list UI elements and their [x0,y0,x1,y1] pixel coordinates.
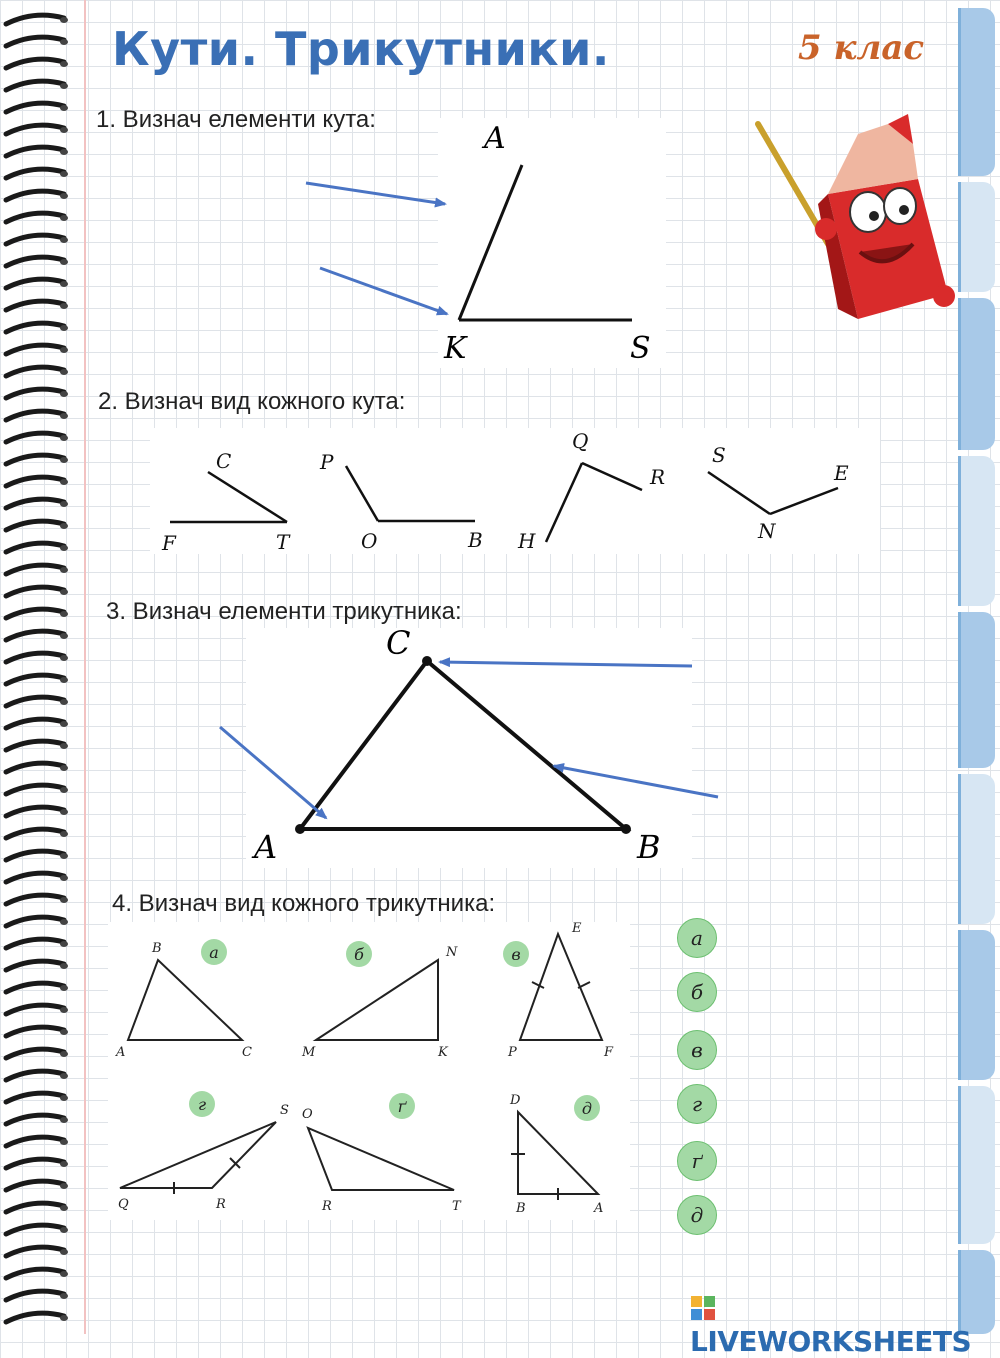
figure-badge-label: ґ [397,1097,407,1116]
triangle-types-figure [108,918,638,1220]
spiral-hole [60,941,68,947]
point-label: R [216,1197,226,1212]
spiral-hole [60,1073,68,1079]
spiral-hole [60,1315,68,1321]
vertex-dot-a [295,824,305,834]
spiral-coil [6,917,64,926]
spiral-coil [6,1203,64,1212]
hand-right [933,285,955,307]
point-label: S [280,1103,289,1118]
triangle-b [316,960,438,1040]
spiral-hole [60,589,68,595]
liveworksheets-logo-text: LIVEWORKSHEETS [690,1325,972,1358]
spiral-coil [6,785,64,794]
spiral-coil [6,59,64,68]
page-title: Кути. Трикутники. [112,22,610,76]
spiral-coil [6,829,64,838]
spiral-hole [60,963,68,969]
point-label: P [508,1045,517,1060]
angle-ray [582,463,642,490]
triangle-gg [308,1128,454,1190]
spiral-coil [6,1247,64,1256]
notebook-tab [958,612,995,768]
spiral-hole [60,1117,68,1123]
spiral-hole [60,17,68,23]
spiral-hole [60,831,68,837]
spiral-hole [60,523,68,529]
point-label: T [452,1199,461,1214]
point-label: H [518,529,536,553]
spiral-coil [6,1291,64,1300]
spiral-hole [60,1051,68,1057]
angle-ray [346,466,378,521]
grade-label: 5 клас [798,28,925,68]
answer-option-v[interactable]: в [677,1030,717,1070]
spiral-hole [60,39,68,45]
angle-types-figure [150,426,880,556]
spiral-coil [6,257,64,266]
spiral-hole [60,655,68,661]
spiral-hole [60,897,68,903]
figure-badge-label: в [511,945,521,964]
spiral-coil [6,587,64,596]
triangle-v [520,934,602,1040]
spiral-hole [60,391,68,397]
angle-ray [546,463,582,542]
angle-ray-ka [459,165,522,320]
pupil-right [899,205,909,215]
spiral-coil [6,675,64,684]
point-label: B [516,1201,526,1216]
triangle-g [120,1122,276,1188]
spiral-coil [6,543,64,552]
spiral-hole [60,325,68,331]
spiral-hole [60,787,68,793]
answer-option-a[interactable]: а [677,918,717,958]
spiral-hole [60,985,68,991]
spiral-coil [6,213,64,222]
liveworksheets-logo [690,1292,1000,1358]
point-label: T [276,530,290,554]
spiral-hole [60,633,68,639]
eye-left [850,192,886,232]
spiral-coil [6,323,64,332]
notebook-tab [958,1086,995,1244]
spiral-hole [60,1183,68,1189]
spiral-coil [6,37,64,46]
spiral-coil [6,279,64,288]
spiral-coil [6,653,64,662]
notebook-tab [958,456,995,606]
spiral-coil [6,961,64,970]
spiral-coil [6,1269,64,1278]
task-3-label: 3. Визнач елементи трикутника: [106,598,462,625]
point-label: N [758,519,776,543]
spiral-hole [60,765,68,771]
notebook-tab [958,8,995,176]
point-label: A [594,1201,604,1216]
point-label: O [302,1107,313,1122]
answer-option-gg[interactable]: ґ [677,1141,717,1181]
point-label: Q [572,429,589,453]
point-label: R [650,465,666,489]
spiral-coil [6,169,64,178]
point-label-a: A [484,121,506,156]
point-label: F [162,531,176,555]
spiral-coil [6,895,64,904]
spiral-coil [6,389,64,398]
point-label: B [468,528,483,552]
figure-badge-label: а [209,943,219,962]
spiral-coil [6,235,64,244]
angle-ray [708,472,770,514]
spiral-hole [60,193,68,199]
spiral-coil [6,697,64,706]
spiral-hole [60,1007,68,1013]
spiral-coil [6,81,64,90]
spiral-coil [6,433,64,442]
spiral-hole [60,237,68,243]
spiral-coil [6,191,64,200]
spiral-coil [6,125,64,134]
spiral-hole [60,457,68,463]
notebook-tab [958,774,995,924]
spiral-hole [60,1029,68,1035]
hand-left [815,218,837,240]
spiral-hole [60,61,68,67]
spiral-coil [6,631,64,640]
triangle-figure [210,620,730,870]
spiral-coil [6,1049,64,1058]
spiral-hole [60,721,68,727]
spiral-coil [6,565,64,574]
spiral-hole [60,479,68,485]
answer-arrow[interactable] [440,662,692,666]
answer-option-d[interactable]: д [677,1195,717,1235]
spiral-coil [6,1071,64,1080]
spiral-coil [6,1181,64,1190]
spiral-coil [6,1115,64,1124]
angle-ray [208,472,287,522]
spiral-coil [6,807,64,816]
spiral-coil [6,741,64,750]
spiral-coil [6,103,64,112]
answer-option-g[interactable]: г [677,1084,717,1124]
point-label: P [320,450,334,474]
spiral-coil [6,1005,64,1014]
triangle-abc [300,661,626,829]
spiral-hole [60,853,68,859]
task-1-label: 1. Визнач елементи кута: [96,106,376,133]
task-2-label: 2. Визнач вид кожного кута: [98,388,406,415]
spiral-hole [60,1227,68,1233]
spiral-coil [6,477,64,486]
vertex-dot-c [422,656,432,666]
spiral-hole [60,677,68,683]
spiral-coil [6,1027,64,1036]
spiral-hole [60,347,68,353]
point-label: D [510,1093,521,1108]
angle-ray [770,488,838,514]
spiral-binding [0,0,78,1334]
spiral-hole [60,1095,68,1101]
spiral-coil [6,719,64,728]
point-label: E [834,461,849,485]
point-label: C [242,1045,252,1060]
spiral-hole [60,105,68,111]
spiral-hole [60,149,68,155]
spiral-coil [6,1313,64,1322]
spiral-coil [6,983,64,992]
margin-line [84,0,86,1334]
spiral-hole [60,281,68,287]
notebook-tab [958,182,995,292]
spiral-hole [60,875,68,881]
point-label: N [446,945,458,960]
notebook-tab [958,298,995,450]
spiral-hole [60,369,68,375]
point-label: S [712,443,726,467]
point-label: F [604,1045,614,1060]
spiral-hole [60,567,68,573]
spiral-coil [6,411,64,420]
point-label: C [216,449,232,473]
point-label-k: K [444,331,467,366]
spiral-hole [60,545,68,551]
answer-arrow[interactable] [554,766,718,797]
spiral-hole [60,1249,68,1255]
spiral-hole [60,1205,68,1211]
spiral-hole [60,919,68,925]
spiral-coil [6,455,64,464]
point-label: M [302,1045,316,1060]
spiral-coil [6,939,64,948]
spiral-hole [60,611,68,617]
notebook-tabs [958,0,1000,1334]
pencil-mascot-illustration [748,104,958,334]
answer-arrow[interactable] [306,183,445,204]
point-label: K [438,1045,448,1060]
answer-option-b[interactable]: б [677,972,717,1012]
spiral-coil [6,873,64,882]
point-label: R [322,1199,332,1214]
vertex-label-c: C [386,624,411,662]
spiral-hole [60,501,68,507]
point-label: E [572,921,582,936]
point-label-s: S [630,331,651,366]
spiral-coil [6,1093,64,1102]
spiral-coil [6,367,64,376]
angle-figure [290,118,670,370]
spiral-coil [6,15,64,24]
spiral-hole [60,1293,68,1299]
spiral-hole [60,259,68,265]
spiral-coil [6,851,64,860]
spiral-hole [60,303,68,309]
spiral-coil [6,1225,64,1234]
spiral-coil [6,1159,64,1168]
spiral-hole [60,171,68,177]
spiral-hole [60,1161,68,1167]
figure-badge-label: б [354,945,364,964]
eye-right [884,188,916,224]
spiral-hole [60,1271,68,1277]
spiral-hole [60,215,68,221]
spiral-hole [60,127,68,133]
spiral-coil [6,763,64,772]
spiral-hole [60,435,68,441]
point-label: B [152,941,162,956]
spiral-hole [60,743,68,749]
vertex-dot-b [621,824,631,834]
point-label: A [116,1045,126,1060]
spiral-hole [60,83,68,89]
notebook-tab [958,930,995,1080]
spiral-coil [6,345,64,354]
spiral-hole [60,1139,68,1145]
point-label: Q [118,1197,129,1212]
figure-badge-label: г [197,1095,207,1114]
spiral-hole [60,413,68,419]
answer-arrow[interactable] [220,727,326,818]
triangle-a [128,960,242,1040]
spiral-coil [6,1137,64,1146]
vertex-label-a: A [254,828,278,866]
figure-badge-label: д [581,1099,593,1118]
pupil-left [869,211,879,221]
triangle-d [518,1112,598,1194]
spiral-coil [6,609,64,618]
spiral-hole [60,699,68,705]
spiral-coil [6,301,64,310]
answer-arrow[interactable] [320,268,447,314]
spiral-coil [6,521,64,530]
spiral-coil [6,499,64,508]
spiral-coil [6,147,64,156]
liveworksheets-logo-icon [690,1295,716,1321]
vertex-label-b: B [637,828,661,866]
task-4-label: 4. Визнач вид кожного трикутника: [112,890,496,917]
spiral-hole [60,809,68,815]
point-label: O [361,529,378,553]
